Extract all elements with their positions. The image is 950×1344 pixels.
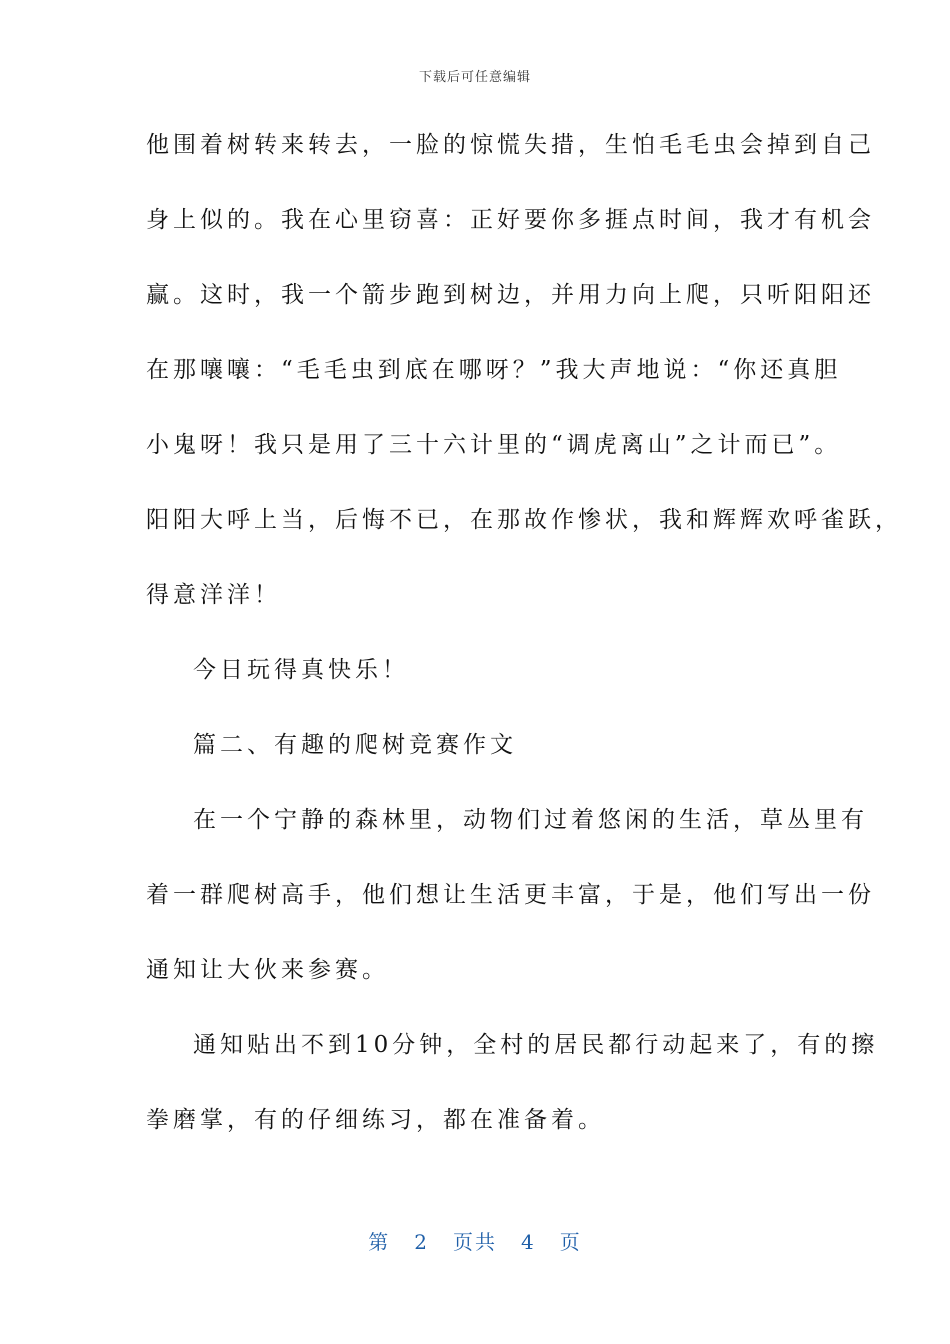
paragraph-line: 小鬼呀！我只是用了三十六计里的“调虎离山”之计而已”。 [146, 432, 842, 458]
paragraph-line: 得意洋洋！ [146, 582, 281, 608]
paragraph-line: 在那嚷嚷：“毛毛虫到底在哪呀？”我大声地说：“你还真胆 [146, 357, 842, 383]
paragraph-line: 通知贴出不到10分钟，全村的居民都行动起来了，有的擦 [193, 1032, 879, 1058]
paragraph-line: 今日玩得真快乐！ [193, 657, 409, 683]
paragraph-line: 通知让大伙来参赛。 [146, 957, 389, 983]
footer-suffix: 页 [559, 1230, 582, 1254]
page-number-footer [0, 1226, 950, 1255]
paragraph-line: 他围着树转来转去，一脸的惊慌失措，生怕毛毛虫会掉到自己 [146, 132, 875, 158]
paragraph-line: 着一群爬树高手，他们想让生活更丰富，于是，他们写出一份 [146, 882, 875, 908]
paragraph-line: 身上似的。我在心里窃喜：正好要你多捱点时间，我才有机会 [146, 207, 875, 233]
paragraph-line: 阳阳大呼上当，后悔不已，在那故作惨状，我和辉辉欢呼雀跃， [146, 507, 902, 533]
footer-total-pages: 4 [521, 1230, 536, 1254]
footer-current-page: 2 [414, 1230, 429, 1254]
footer-middle: 页共 [453, 1230, 497, 1254]
paragraph-line: 在一个宁静的森林里，动物们过着悠闲的生活，草丛里有 [193, 807, 868, 833]
footer-prefix: 第 [368, 1230, 391, 1254]
section-heading: 篇二、有趣的爬树竞赛作文 [193, 732, 517, 758]
page-header-note: 下载后可任意编辑 [418, 70, 531, 85]
paragraph-line: 拳磨掌，有的仔细练习，都在准备着。 [146, 1107, 605, 1133]
paragraph-line: 赢。这时，我一个箭步跑到树边，并用力向上爬，只听阳阳还 [146, 282, 875, 308]
